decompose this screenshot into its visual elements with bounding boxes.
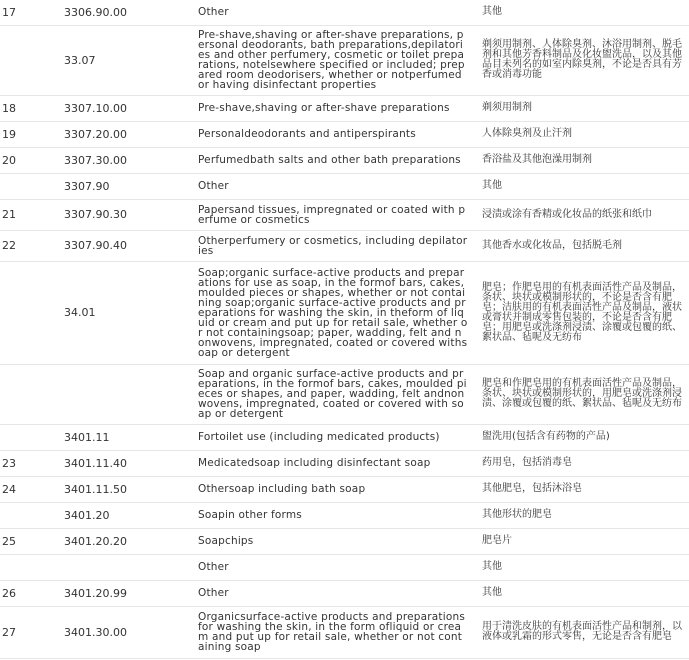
chinese-description: 肥皂片 (474, 528, 689, 554)
chinese-description: 其他香水或化妆品，包括脱毛剂 (474, 230, 689, 261)
table-row (0, 476, 689, 502)
english-description: Soapchips (198, 528, 474, 554)
hs-code: 34.01 (64, 261, 198, 364)
table-row (0, 121, 689, 147)
chinese-description: 盥洗用(包括含有药物的产品) (474, 424, 689, 450)
table-row (0, 502, 689, 528)
hs-code: 3307.90.40 (64, 230, 198, 261)
english-description: Fortoilet use (including medicated products) (198, 424, 474, 450)
english-description: Personaldeodorants and antiperspirants (198, 121, 474, 147)
hs-code: 3401.11 (64, 424, 198, 450)
row-number: 25 (0, 528, 64, 554)
table-row (0, 364, 689, 424)
row-number: 18 (0, 95, 64, 121)
chinese-description: 用于清洗皮肤的有机表面活性产品和制剂，以液体或乳霜的形式零售，无论是否含有肥皂 (474, 606, 689, 658)
chinese-description: 肥皂；作肥皂用的有机表面活性产品及制品，条状、块状或模制形状的，不论是否含有肥皂；洁肤用的有机表面活性产品及制品，液状或膏状并制成零售包装的，不论是否含有肥皂；用肥皂或洗涤剂浸渍、涂覆或包覆的纸、絮状品、毡呢及无纺布 (474, 261, 689, 364)
hs-code: 3307.10.00 (64, 95, 198, 121)
table-row (0, 0, 689, 25)
english-description: Papersand tissues, impregnated or coated with perfume or cosmetics (198, 199, 474, 230)
english-description: Soap and organic surface-active products and preparations, in the formof bars, cakes, moulded pieces or shapes, and paper, wadding, felt andnonwovens, impregnated, coated or covered with soap or detergent (198, 364, 474, 424)
chinese-description: 香浴盐及其他泡澡用制剂 (474, 147, 689, 173)
chinese-description: 肥皂和作肥皂用的有机表面活性产品及制品，条状、块状或模制形状的，用肥皂或洗涤剂浸渍、涂覆或包覆的纸、絮状品、毡呢及无纺布 (474, 364, 689, 424)
hs-code: 3401.20.99 (64, 580, 198, 606)
hs-code: 3401.11.40 (64, 450, 198, 476)
table-row (0, 199, 689, 230)
row-number (0, 261, 64, 364)
row-number: 21 (0, 199, 64, 230)
row-number (0, 502, 64, 528)
hs-code: 33.07 (64, 25, 198, 95)
hs-code: 3307.30.00 (64, 147, 198, 173)
english-description: Other (198, 554, 474, 580)
english-description: Medicatedsoap including disinfectant soap (198, 450, 474, 476)
row-number (0, 424, 64, 450)
row-number (0, 173, 64, 199)
table-row (0, 147, 689, 173)
row-number: 20 (0, 147, 64, 173)
chinese-description: 其他形状的肥皂 (474, 502, 689, 528)
english-description: Perfumedbath salts and other bath preparations (198, 147, 474, 173)
chinese-description: 浸渍或涂有香精或化妆品的纸张和纸巾 (474, 199, 689, 230)
english-description: Other (198, 173, 474, 199)
english-description: Otherperfumery or cosmetics, including depilatories (198, 230, 474, 261)
chinese-description: 药用皂，包括消毒皂 (474, 450, 689, 476)
hs-code: 3307.90 (64, 173, 198, 199)
chinese-description: 其他 (474, 0, 689, 25)
table-row (0, 450, 689, 476)
hs-code: 3401.20 (64, 502, 198, 528)
chinese-description: 其他 (474, 580, 689, 606)
hs-code (64, 364, 198, 424)
hs-code: 3306.90.00 (64, 0, 198, 25)
english-description: Other (198, 0, 474, 25)
hs-code: 3401.20.20 (64, 528, 198, 554)
hs-code: 3307.90.30 (64, 199, 198, 230)
row-number (0, 25, 64, 95)
table-row (0, 606, 689, 658)
row-number: 27 (0, 606, 64, 658)
row-number: 23 (0, 450, 64, 476)
english-description: Pre-shave,shaving or after-shave preparations, personal deodorants, bath preparations,depilatories and other perfumery, cosmetic or toilet preparations, notelsewhere specified or included; prepared room deodorisers, whether or notperfumed or having disinfectant properties (198, 25, 474, 95)
hs-code (64, 554, 198, 580)
hs-code: 3401.11.50 (64, 476, 198, 502)
table-row (0, 261, 689, 364)
table-row (0, 424, 689, 450)
table-row (0, 230, 689, 261)
row-number: 24 (0, 476, 64, 502)
chinese-description: 剃须用制剂 (474, 95, 689, 121)
chinese-description: 剃须用制剂、人体除臭剂、沐浴用制剂、脱毛剂和其他芳香料制品及化妆盥洗品，以及其他品目未列名的如室内除臭剂，不论是否具有芳香或消毒功能 (474, 25, 689, 95)
table-row (0, 528, 689, 554)
english-description: Soapin other forms (198, 502, 474, 528)
english-description: Othersoap including bath soap (198, 476, 474, 502)
table-row (0, 554, 689, 580)
row-number: 17 (0, 0, 64, 25)
english-description: Organicsurface-active products and preparations for washing the skin, in the form ofliquid or cream and put up for retail sale, whether or not containing soap (198, 606, 474, 658)
row-number: 19 (0, 121, 64, 147)
english-description: Other (198, 580, 474, 606)
table-row (0, 580, 689, 606)
table-row (0, 25, 689, 95)
hs-code: 3307.20.00 (64, 121, 198, 147)
chinese-description: 人体除臭剂及止汗剂 (474, 121, 689, 147)
row-number (0, 554, 64, 580)
chinese-description: 其他 (474, 554, 689, 580)
english-description: Pre-shave,shaving or after-shave preparations (198, 95, 474, 121)
table-row (0, 173, 689, 199)
row-number (0, 364, 64, 424)
hs-code: 3401.30.00 (64, 606, 198, 658)
table-row (0, 95, 689, 121)
row-number: 26 (0, 580, 64, 606)
row-number: 22 (0, 230, 64, 261)
english-description: Soap;organic surface-active products and preparations for use as soap, in the formof bars, cakes, moulded pieces or shapes, whether or not containing soap;organic surface-active products and preparations for washing the skin, in theform of liquid or cream and put up for retail sale, whether or not containingsoap; paper, wadding, felt and nonwovens, impregnated, coated or covered withsoap or detergent (198, 261, 474, 364)
chinese-description: 其他 (474, 173, 689, 199)
chinese-description: 其他肥皂，包括沐浴皂 (474, 476, 689, 502)
